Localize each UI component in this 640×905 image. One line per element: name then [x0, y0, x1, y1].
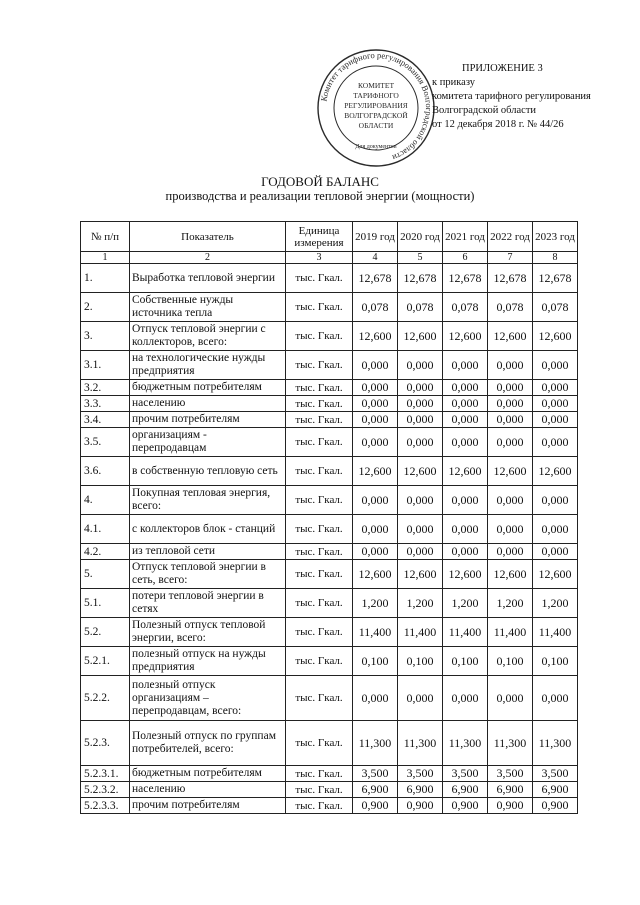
row-value: 3,500	[353, 766, 398, 782]
column-header: Показатель	[130, 222, 286, 252]
column-index: 6	[443, 252, 488, 264]
row-number: 3.2.	[81, 380, 130, 396]
row-value: 0,000	[533, 544, 578, 560]
row-unit: тыс. Гкал.	[286, 647, 353, 676]
row-value: 0,000	[488, 428, 533, 457]
row-value: 0,000	[533, 351, 578, 380]
column-header: 2022 год	[488, 222, 533, 252]
row-value: 6,900	[443, 782, 488, 798]
row-value: 12,600	[443, 457, 488, 486]
row-number: 3.4.	[81, 412, 130, 428]
row-indicator: Полезный отпуск тепловой энергии, всего:	[130, 618, 286, 647]
row-value: 6,900	[488, 782, 533, 798]
row-value: 11,400	[353, 618, 398, 647]
row-value: 12,600	[488, 560, 533, 589]
row-value: 0,900	[443, 798, 488, 814]
row-value: 0,000	[488, 396, 533, 412]
stamp-ring-text: Комитет тарифного регулирования Волгоградской области	[318, 49, 435, 163]
column-index: 1	[81, 252, 130, 264]
row-value: 0,100	[488, 647, 533, 676]
table-row	[81, 515, 578, 544]
row-value: 0,078	[488, 293, 533, 322]
row-value: 0,000	[398, 486, 443, 515]
row-value: 0,000	[443, 412, 488, 428]
row-number: 5.2.	[81, 618, 130, 647]
row-value: 12,600	[533, 560, 578, 589]
column-header: 2023 год	[533, 222, 578, 252]
row-number: 5.2.3.2.	[81, 782, 130, 798]
row-number: 4.	[81, 486, 130, 515]
row-number: 3.5.	[81, 428, 130, 457]
appendix-region: Волгоградской области	[432, 105, 537, 116]
row-value: 12,600	[398, 457, 443, 486]
document-subtitle: производства и реализации тепловой энергии (мощности)	[165, 189, 475, 203]
row-value: 0,000	[443, 380, 488, 396]
row-value: 0,000	[533, 428, 578, 457]
row-value: 0,000	[353, 351, 398, 380]
column-index: 5	[398, 252, 443, 264]
row-value: 11,300	[353, 721, 398, 766]
row-value: 0,078	[533, 293, 578, 322]
official-stamp	[316, 48, 436, 168]
row-value: 0,100	[443, 647, 488, 676]
row-value: 12,600	[443, 560, 488, 589]
table-row	[81, 293, 578, 322]
row-indicator: из тепловой сети	[130, 544, 286, 560]
row-unit: тыс. Гкал.	[286, 589, 353, 618]
row-value: 1,200	[443, 589, 488, 618]
row-indicator: полезный отпуск организациям – перепродавцам, всего:	[130, 676, 286, 721]
table-row	[81, 560, 578, 589]
row-value: 11,400	[488, 618, 533, 647]
row-indicator: бюджетным потребителям	[130, 380, 286, 396]
row-unit: тыс. Гкал.	[286, 351, 353, 380]
row-value: 0,000	[443, 351, 488, 380]
document-title: ГОДОВОЙ БАЛАНС	[261, 174, 379, 189]
row-indicator: в собственную тепловую сеть	[130, 457, 286, 486]
stamp-center-line: ОБЛАСТИ	[358, 121, 394, 130]
row-number: 3.6.	[81, 457, 130, 486]
stamp-center-line: КОМИТЕТ	[357, 81, 395, 90]
row-number: 5.	[81, 560, 130, 589]
row-value: 6,900	[398, 782, 443, 798]
row-value: 0,900	[398, 798, 443, 814]
row-value: 11,300	[443, 721, 488, 766]
row-unit: тыс. Гкал.	[286, 412, 353, 428]
row-value: 12,600	[488, 457, 533, 486]
row-value: 0,000	[488, 351, 533, 380]
row-value: 3,500	[398, 766, 443, 782]
row-value: 0,000	[533, 515, 578, 544]
row-value: 0,900	[353, 798, 398, 814]
row-indicator: Выработка тепловой энергии	[130, 264, 286, 293]
stamp-center-line: РЕГУЛИРОВАНИЯ	[344, 101, 408, 110]
table-row	[81, 396, 578, 412]
row-number: 5.2.3.3.	[81, 798, 130, 814]
row-number: 4.2.	[81, 544, 130, 560]
row-indicator: организациям - перепродавцам	[130, 428, 286, 457]
column-header: 2020 год	[398, 222, 443, 252]
table-row	[81, 647, 578, 676]
row-value: 12,678	[443, 264, 488, 293]
row-value: 0,000	[533, 486, 578, 515]
row-value: 0,000	[353, 515, 398, 544]
row-value: 6,900	[353, 782, 398, 798]
table-row	[81, 782, 578, 798]
table-header-row	[81, 222, 578, 252]
row-value: 0,000	[398, 428, 443, 457]
row-unit: тыс. Гкал.	[286, 721, 353, 766]
column-index: 8	[533, 252, 578, 264]
row-value: 0,000	[353, 412, 398, 428]
table-row	[81, 457, 578, 486]
table-row	[81, 428, 578, 457]
balance-table	[80, 221, 578, 814]
row-unit: тыс. Гкал.	[286, 457, 353, 486]
row-value: 0,100	[533, 647, 578, 676]
row-value: 1,200	[488, 589, 533, 618]
row-unit: тыс. Гкал.	[286, 264, 353, 293]
table-row	[81, 544, 578, 560]
row-value: 0,000	[443, 544, 488, 560]
row-indicator: прочим потребителям	[130, 412, 286, 428]
row-number: 5.1.	[81, 589, 130, 618]
row-value: 0,000	[488, 544, 533, 560]
table-row	[81, 380, 578, 396]
row-unit: тыс. Гкал.	[286, 560, 353, 589]
row-value: 12,600	[533, 457, 578, 486]
row-indicator: населению	[130, 782, 286, 798]
row-value: 12,600	[488, 322, 533, 351]
table-row	[81, 412, 578, 428]
stamp-bottom-text: Для документов	[355, 144, 397, 150]
row-value: 12,678	[488, 264, 533, 293]
row-value: 0,000	[398, 351, 443, 380]
row-value: 1,200	[398, 589, 443, 618]
row-unit: тыс. Гкал.	[286, 515, 353, 544]
row-value: 0,000	[353, 544, 398, 560]
row-value: 0,000	[353, 428, 398, 457]
row-value: 0,000	[398, 676, 443, 721]
row-value: 0,000	[488, 412, 533, 428]
row-value: 0,900	[533, 798, 578, 814]
column-header: 2019 год	[353, 222, 398, 252]
row-value: 0,000	[398, 380, 443, 396]
row-value: 0,000	[533, 396, 578, 412]
row-number: 3.	[81, 322, 130, 351]
table-row	[81, 618, 578, 647]
row-value: 0,000	[443, 486, 488, 515]
column-index: 4	[353, 252, 398, 264]
row-indicator: потери тепловой энергии в сетях	[130, 589, 286, 618]
row-value: 12,678	[533, 264, 578, 293]
row-indicator: Покупная тепловая энергия, всего:	[130, 486, 286, 515]
row-value: 0,000	[533, 380, 578, 396]
row-unit: тыс. Гкал.	[286, 293, 353, 322]
row-unit: тыс. Гкал.	[286, 486, 353, 515]
row-unit: тыс. Гкал.	[286, 428, 353, 457]
row-number: 3.1.	[81, 351, 130, 380]
table-row	[81, 322, 578, 351]
row-indicator: полезный отпуск на нужды предприятия	[130, 647, 286, 676]
table-row	[81, 798, 578, 814]
row-number: 4.1.	[81, 515, 130, 544]
row-value: 0,000	[443, 676, 488, 721]
row-value: 11,400	[533, 618, 578, 647]
stamp-center-line: ТАРИФНОГО	[353, 91, 399, 100]
row-indicator: Отпуск тепловой энергии с коллекторов, всего:	[130, 322, 286, 351]
row-value: 12,600	[353, 322, 398, 351]
row-indicator: населению	[130, 396, 286, 412]
column-index: 3	[286, 252, 353, 264]
row-number: 5.2.2.	[81, 676, 130, 721]
row-indicator: Полезный отпуск по группам потребителей, всего:	[130, 721, 286, 766]
row-indicator: на технологические нужды предприятия	[130, 351, 286, 380]
row-value: 0,000	[353, 486, 398, 515]
appendix-title: ПРИЛОЖЕНИЕ 3	[462, 63, 543, 74]
row-value: 3,500	[488, 766, 533, 782]
row-value: 11,300	[398, 721, 443, 766]
row-number: 5.2.3.	[81, 721, 130, 766]
table-row	[81, 766, 578, 782]
row-value: 0,078	[353, 293, 398, 322]
table-index-row	[81, 252, 578, 264]
row-value: 0,000	[443, 428, 488, 457]
row-value: 12,600	[353, 457, 398, 486]
table-row	[81, 264, 578, 293]
row-unit: тыс. Гкал.	[286, 396, 353, 412]
row-value: 12,678	[353, 264, 398, 293]
table-row	[81, 589, 578, 618]
row-value: 0,000	[353, 380, 398, 396]
row-unit: тыс. Гкал.	[286, 676, 353, 721]
row-indicator: Отпуск тепловой энергии в сеть, всего:	[130, 560, 286, 589]
row-value: 12,600	[398, 560, 443, 589]
row-value: 0,000	[443, 396, 488, 412]
row-value: 12,600	[353, 560, 398, 589]
appendix-order: к приказу	[432, 77, 475, 88]
row-unit: тыс. Гкал.	[286, 798, 353, 814]
table-row	[81, 721, 578, 766]
row-unit: тыс. Гкал.	[286, 766, 353, 782]
row-unit: тыс. Гкал.	[286, 618, 353, 647]
row-value: 0,000	[398, 544, 443, 560]
appendix-committee: комитета тарифного регулирования	[432, 91, 591, 102]
row-value: 3,500	[533, 766, 578, 782]
column-index: 2	[130, 252, 286, 264]
appendix-date: от 12 декабря 2018 г. № 44/26	[432, 119, 564, 130]
row-indicator: бюджетным потребителям	[130, 766, 286, 782]
table-row	[81, 351, 578, 380]
row-value: 11,300	[488, 721, 533, 766]
row-value: 0,000	[488, 515, 533, 544]
row-value: 0,078	[443, 293, 488, 322]
row-indicator: Собственные нужды источника тепла	[130, 293, 286, 322]
row-number: 2.	[81, 293, 130, 322]
stamp-center-line: ВОЛГОГРАДСКОЙ	[344, 111, 408, 120]
row-value: 12,600	[533, 322, 578, 351]
row-value: 12,600	[443, 322, 488, 351]
row-value: 0,000	[488, 676, 533, 721]
row-number: 5.2.1.	[81, 647, 130, 676]
table-row	[81, 676, 578, 721]
column-header: Единица измерения	[286, 222, 353, 252]
row-number: 3.3.	[81, 396, 130, 412]
row-value: 0,000	[398, 396, 443, 412]
row-value: 11,300	[533, 721, 578, 766]
table-row	[81, 486, 578, 515]
row-value: 0,078	[398, 293, 443, 322]
row-value: 0,000	[398, 515, 443, 544]
row-value: 0,000	[353, 676, 398, 721]
row-value: 12,678	[398, 264, 443, 293]
column-header: № п/п	[81, 222, 130, 252]
row-indicator: с коллекторов блок - станций	[130, 515, 286, 544]
row-value: 0,000	[533, 676, 578, 721]
row-value: 0,000	[353, 396, 398, 412]
column-header: 2021 год	[443, 222, 488, 252]
row-value: 11,400	[443, 618, 488, 647]
row-unit: тыс. Гкал.	[286, 380, 353, 396]
row-value: 1,200	[533, 589, 578, 618]
appendix-block	[432, 62, 632, 132]
row-number: 1.	[81, 264, 130, 293]
row-unit: тыс. Гкал.	[286, 322, 353, 351]
row-value: 12,600	[398, 322, 443, 351]
row-unit: тыс. Гкал.	[286, 782, 353, 798]
row-value: 11,400	[398, 618, 443, 647]
row-value: 1,200	[353, 589, 398, 618]
row-number: 5.2.3.1.	[81, 766, 130, 782]
row-value: 0,000	[533, 412, 578, 428]
column-index: 7	[488, 252, 533, 264]
row-value: 0,100	[398, 647, 443, 676]
row-value: 0,900	[488, 798, 533, 814]
row-value: 3,500	[443, 766, 488, 782]
row-value: 0,100	[353, 647, 398, 676]
row-value: 0,000	[443, 515, 488, 544]
row-value: 0,000	[488, 380, 533, 396]
row-unit: тыс. Гкал.	[286, 544, 353, 560]
row-value: 0,000	[398, 412, 443, 428]
row-indicator: прочим потребителям	[130, 798, 286, 814]
row-value: 6,900	[533, 782, 578, 798]
row-value: 0,000	[488, 486, 533, 515]
